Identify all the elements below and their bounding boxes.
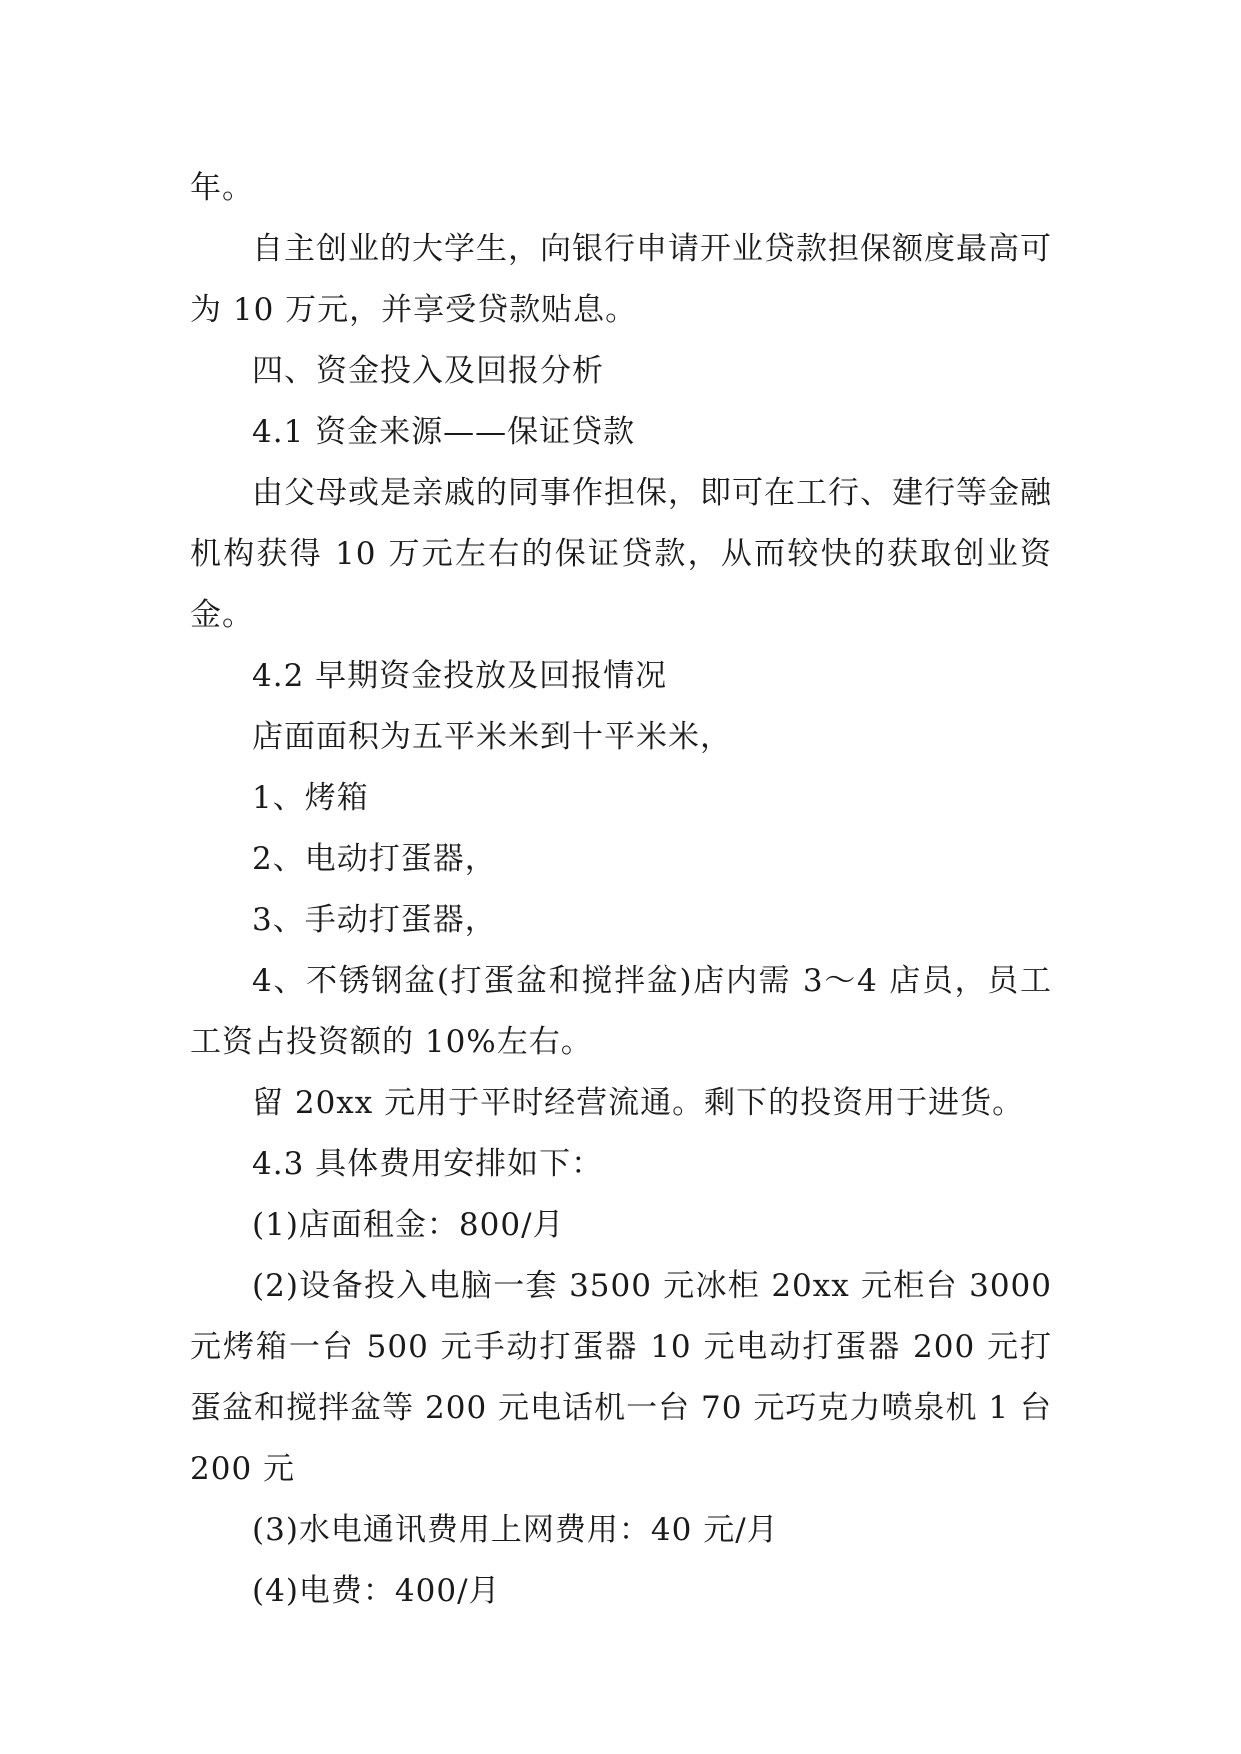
paragraph-store-area: 店面面积为五平米米到十平米米， (252, 719, 732, 755)
list-item-rent: (1)店面租金：800/月 (252, 1207, 565, 1243)
subsection-heading-4-3: 4.3 具体费用安排如下： (252, 1146, 604, 1182)
paragraph-guarantee-loan: 由父母或是亲戚的同事作担保，即可在工行、建行等金融机构获得 10 万元左右的保证贷款，从而较快的获取创业资金。 (190, 475, 1052, 633)
list-item-electric-mixer: 2、电动打蛋器， (252, 841, 497, 877)
list-item-utilities: (3)水电通讯费用上网费用：40 元/月 (252, 1512, 779, 1548)
section-heading-investment: 四、资金投入及回报分析 (252, 353, 604, 389)
list-item-oven: 1、烤箱 (252, 780, 369, 816)
subsection-heading-4-1: 4.1 资金来源——保证贷款 (252, 414, 636, 450)
paragraph-cash-reserve: 留 20xx 元用于平时经营流通。剩下的投资用于进货。 (252, 1085, 1025, 1121)
paragraph-continuation: 年。 (190, 170, 254, 206)
list-item-manual-mixer: 3、手动打蛋器， (252, 902, 497, 938)
list-item-equipment: (2)设备投入电脑一套 3500 元冰柜 20xx 元柜台 3000 元烤箱一台 500 元手动打蛋器 10 元电动打蛋器 200 元打蛋盆和搅拌盆等 200 元电话机一台 70 元巧克力喷泉机 1 台 200 元 (190, 1268, 1052, 1487)
list-item-steel-bowl: 4、不锈钢盆(打蛋盆和搅拌盆)店内需 3～4 店员，员工工资占投资额的 10%左右。 (190, 963, 1052, 1060)
paragraph-loan-guarantee: 自主创业的大学生，向银行申请开业贷款担保额度最高可为 10 万元，并享受贷款贴息。 (190, 231, 1052, 328)
subsection-heading-4-2: 4.2 早期资金投放及回报情况 (252, 658, 668, 694)
list-item-electricity: (4)电费：400/月 (252, 1573, 501, 1609)
document-body (190, 158, 1052, 1622)
